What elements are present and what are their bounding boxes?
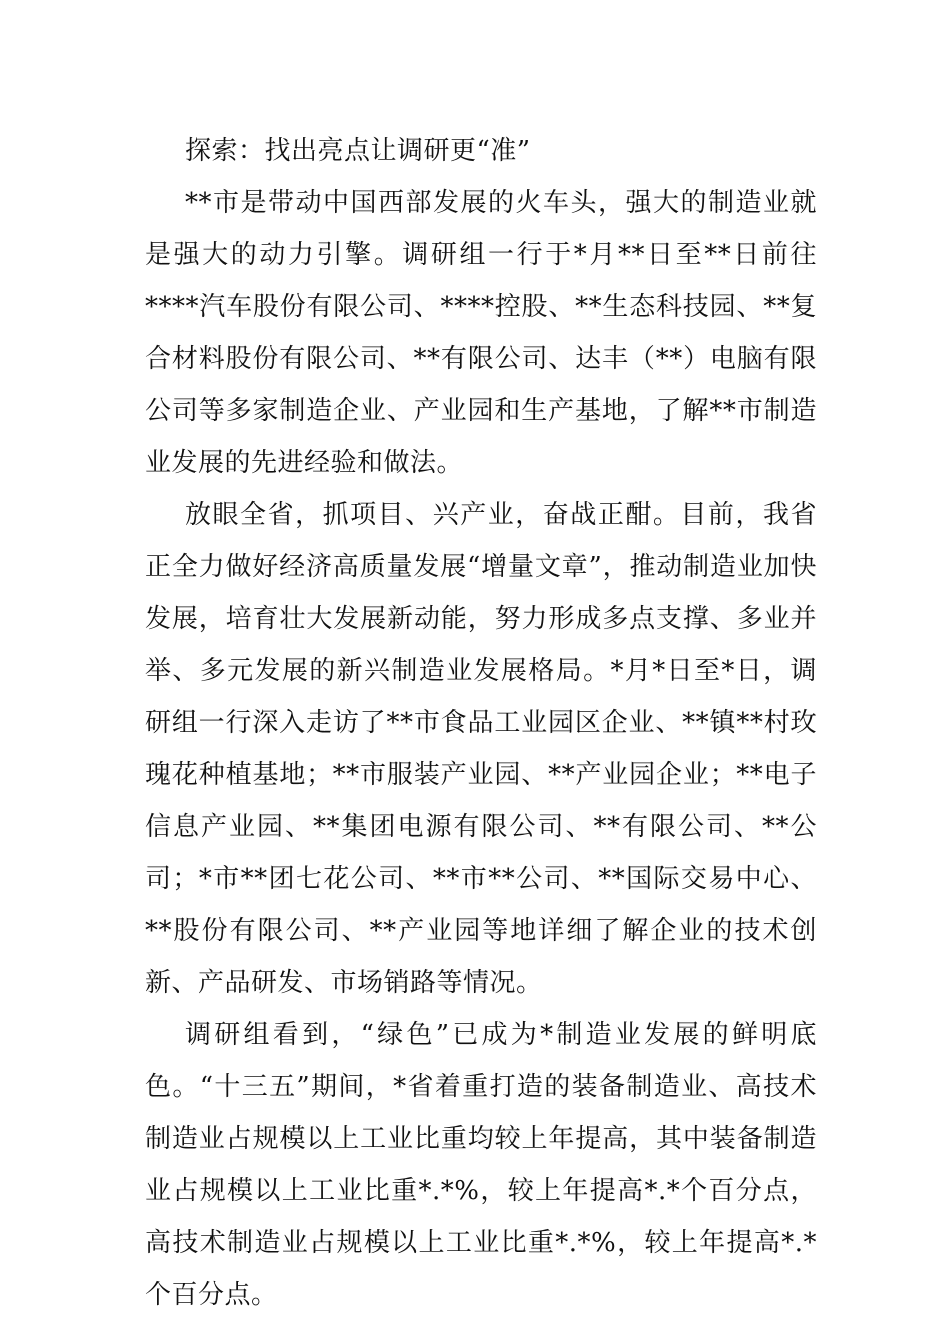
document-body (145, 125, 817, 1321)
paragraph-2: 放眼全省，抓项目、兴产业，奋战正酣。目前，我省正全力做好经济高质量发展“增量文章”，推动制造业加快发展，培育壮大发展新动能，努力形成多点支撑、多业并举、多元发展的新兴制造业发展格局。*月*日至*日，调研组一行深入走访了**市食品工业园区企业、**镇**村玫瑰花种植基地；**市服装产业园、**产业园企业；**电子信息产业园、**集团电源有限公司、**有限公司、**公司；*市**团七花公司、**市**公司、**国际交易中心、**股份有限公司、**产业园等地详细了解企业的技术创新、产品研发、市场销路等情况。 (145, 500, 817, 998)
paragraph-1: **市是带动中国西部发展的火车头，强大的制造业就是强大的动力引擎。调研组一行于*月**日至**日前往****汽车股份有限公司、****控股、**生态科技园、**复合材料股份有限公司、**有限公司、达丰（**）电脑有限公司等多家制造企业、产业园和生产基地，了解**市制造业发展的先进经验和做法。 (145, 188, 817, 478)
paragraph-3: 调研组看到，“绿色”已成为*制造业发展的鲜明底色。“十三五”期间，*省着重打造的装备制造业、高技术制造业占规模以上工业比重均较上年提高，其中装备制造业占规模以上工业比重*.*%，较上年提高*.*个百分点，高技术制造业占规模以上工业比重*.*%，较上年提高*.*个百分点。 (145, 1020, 817, 1310)
section-heading: 探索：找出亮点让调研更“准” (185, 136, 531, 166)
